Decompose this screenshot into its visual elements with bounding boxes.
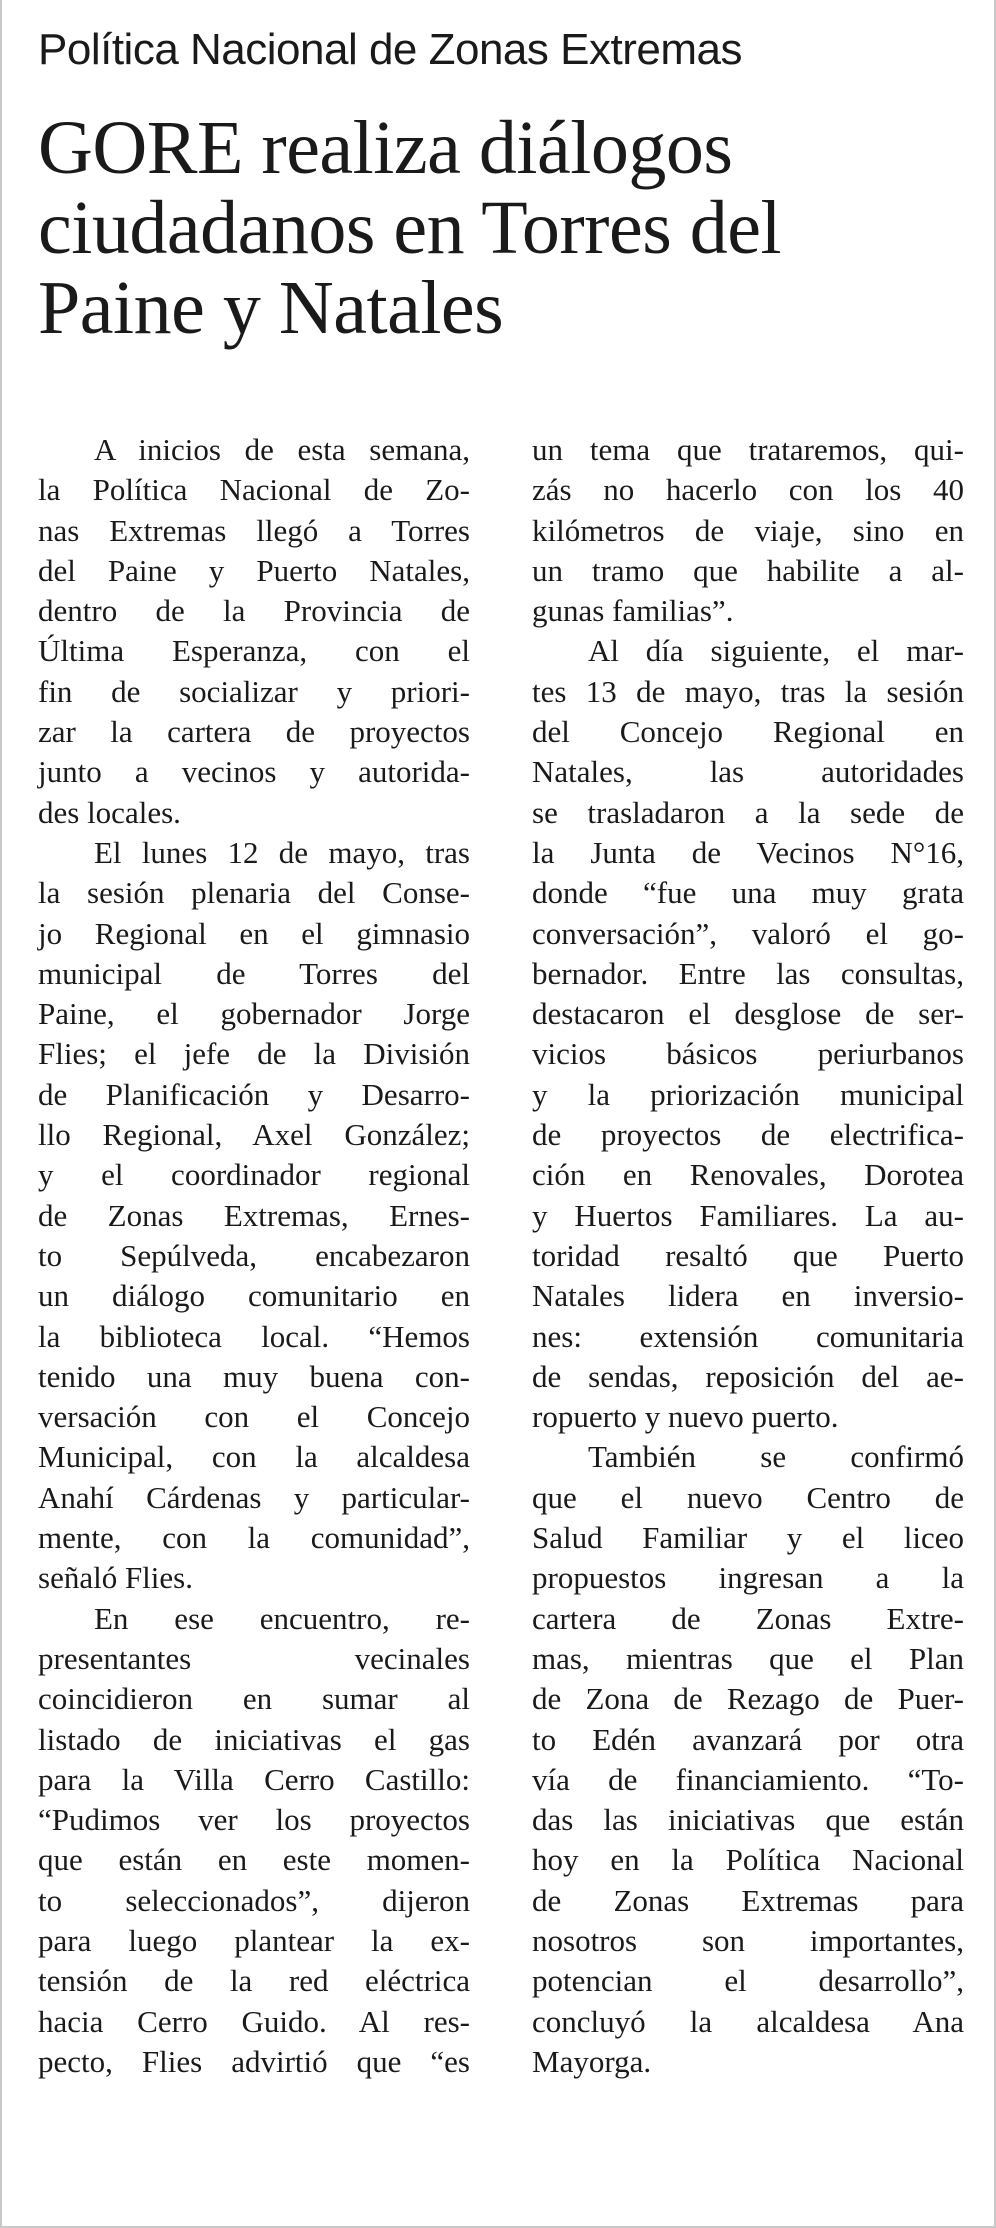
body-text-line: de Planificación y Desarro-: [38, 1076, 470, 1112]
body-text-line: Mayorga.: [532, 2043, 652, 2079]
body-text-line: un tramo que habilite a al-: [532, 552, 964, 588]
body-text-line: nas Extremas llegó a Torres: [38, 512, 470, 548]
body-text-line: versación con el Concejo: [38, 1399, 470, 1435]
body-text-line: des locales.: [38, 794, 181, 830]
body-text-line: jo Regional en el gimnasio: [38, 915, 470, 951]
body-text-line: to seleccionados”, dijeron: [38, 1882, 470, 1918]
body-text-line: que están en este momen-: [38, 1842, 470, 1878]
body-text-line: presentantes vecinales: [38, 1640, 470, 1676]
article-body-left-column: [38, 430, 470, 2082]
article-body-right-column: [532, 430, 964, 2082]
body-text-line: la biblioteca local. “Hemos: [38, 1318, 470, 1354]
body-text-line: mas, mientras que el Plan: [532, 1640, 964, 1676]
body-text-line: También se confirmó: [588, 1439, 964, 1475]
body-text-line: En ese encuentro, re-: [94, 1600, 470, 1636]
body-text-line: pecto, Flies advirtió que “es: [38, 2043, 470, 2079]
body-text-line: la sesión plenaria del Conse-: [38, 875, 470, 911]
body-text-line: y la priorización municipal: [532, 1076, 964, 1112]
body-text-line: das las iniciativas que están: [532, 1802, 964, 1838]
body-text-line: hoy en la Política Nacional: [532, 1842, 964, 1878]
headline-line: GORE realiza diálogos: [38, 106, 733, 190]
body-text-line: donde “fue una muy grata: [532, 875, 964, 911]
body-text-line: vía de financiamiento. “To-: [532, 1761, 964, 1797]
body-text-line: to Edén avanzará por otra: [532, 1721, 964, 1757]
body-text-line: un diálogo comunitario en: [38, 1278, 470, 1314]
body-text-line: kilómetros de viaje, sino en: [532, 512, 964, 548]
body-text-line: Flies; el jefe de la División: [38, 1036, 470, 1072]
body-text-line: listado de iniciativas el gas: [38, 1721, 470, 1757]
body-text-line: nes: extensión comunitaria: [532, 1318, 964, 1354]
body-text-line: hacia Cerro Guido. Al res-: [38, 2003, 470, 2039]
article-headline: [38, 108, 968, 348]
body-text-line: y Huertos Familiares. La au-: [532, 1197, 964, 1233]
body-text-line: gunas familias”.: [532, 593, 734, 629]
body-text-line: de Zonas Extremas, Ernes-: [38, 1197, 470, 1233]
body-text-line: Municipal, con la alcaldesa: [38, 1439, 470, 1475]
body-text-line: propuestos ingresan a la: [532, 1560, 964, 1596]
body-text-line: zar la cartera de proyectos: [38, 714, 470, 750]
body-text-line: concluyó la alcaldesa Ana: [532, 2003, 964, 2039]
body-text-line: Anahí Cárdenas y particular-: [38, 1479, 470, 1515]
body-text-line: mente, con la comunidad”,: [38, 1520, 470, 1556]
body-text-line: la Política Nacional de Zo-: [38, 472, 470, 508]
body-text-line: de Zonas Extremas para: [532, 1882, 964, 1918]
body-text-line: ropuerto y nuevo puerto.: [532, 1399, 839, 1435]
body-text-line: del Concejo Regional en: [532, 714, 964, 750]
body-text-line: ción en Renovales, Dorotea: [532, 1157, 964, 1193]
body-text-line: Al día siguiente, el mar-: [588, 633, 964, 669]
body-text-line: destacaron el desglose de ser-: [532, 996, 964, 1032]
body-text-line: para la Villa Cerro Castillo:: [38, 1761, 470, 1797]
body-text-line: zás no hacerlo con los 40: [532, 472, 964, 508]
body-text-line: municipal de Torres del: [38, 955, 470, 991]
body-text-line: conversación”, valoró el go-: [532, 915, 964, 951]
body-text-line: tes 13 de mayo, tras la sesión: [532, 673, 964, 709]
body-text-line: Última Esperanza, con el: [38, 633, 470, 669]
body-text-line: Natales lidera en inversio-: [532, 1278, 964, 1314]
body-text-line: bernador. Entre las consultas,: [532, 955, 964, 991]
section-kicker: Política Nacional de Zonas Extremas: [38, 25, 742, 74]
body-text-line: vicios básicos periurbanos: [532, 1036, 964, 1072]
body-text-line: junto a vecinos y autorida-: [38, 754, 470, 790]
headline-line: Paine y Natales: [38, 266, 504, 350]
body-text-line: fin de socializar y priori-: [38, 673, 470, 709]
body-text-line: y el coordinador regional: [38, 1157, 470, 1193]
body-text-line: toridad resaltó que Puerto: [532, 1237, 964, 1273]
headline-line: ciudadanos en Torres del: [38, 186, 782, 270]
body-text-line: de proyectos de electrifica-: [532, 1117, 964, 1153]
body-text-line: para luego plantear la ex-: [38, 1922, 470, 1958]
body-text-line: se trasladaron a la sede de: [532, 794, 964, 830]
body-text-line: llo Regional, Axel González;: [38, 1117, 470, 1153]
body-text-line: de sendas, reposición del ae-: [532, 1358, 964, 1394]
body-text-line: que el nuevo Centro de: [532, 1479, 964, 1515]
body-text-line: nosotros son importantes,: [532, 1922, 964, 1958]
body-text-line: potencian el desarrollo”,: [532, 1963, 964, 1999]
body-text-line: un tema que trataremos, qui-: [532, 432, 964, 467]
body-text-line: to Sepúlveda, encabezaron: [38, 1237, 470, 1273]
body-text-line: Salud Familiar y el liceo: [532, 1520, 964, 1556]
body-text-line: cartera de Zonas Extre-: [532, 1600, 964, 1636]
body-text-line: “Pudimos ver los proyectos: [38, 1802, 470, 1838]
body-text-line: Paine, el gobernador Jorge: [38, 996, 470, 1032]
body-text-line: A inicios de esta semana,: [94, 432, 470, 467]
body-text-line: El lunes 12 de mayo, tras: [94, 834, 470, 870]
body-text-line: de Zona de Rezago de Puer-: [532, 1681, 964, 1717]
body-text-line: la Junta de Vecinos N°16,: [532, 834, 964, 870]
body-text-line: tensión de la red eléctrica: [38, 1963, 470, 1999]
body-text-line: tenido una muy buena con-: [38, 1358, 470, 1394]
body-text-line: señaló Flies.: [38, 1560, 193, 1596]
body-text-line: coincidieron en sumar al: [38, 1681, 470, 1717]
body-text-line: Natales, las autoridades: [532, 754, 964, 790]
body-text-line: del Paine y Puerto Natales,: [38, 552, 470, 588]
body-text-line: dentro de la Provincia de: [38, 593, 470, 629]
